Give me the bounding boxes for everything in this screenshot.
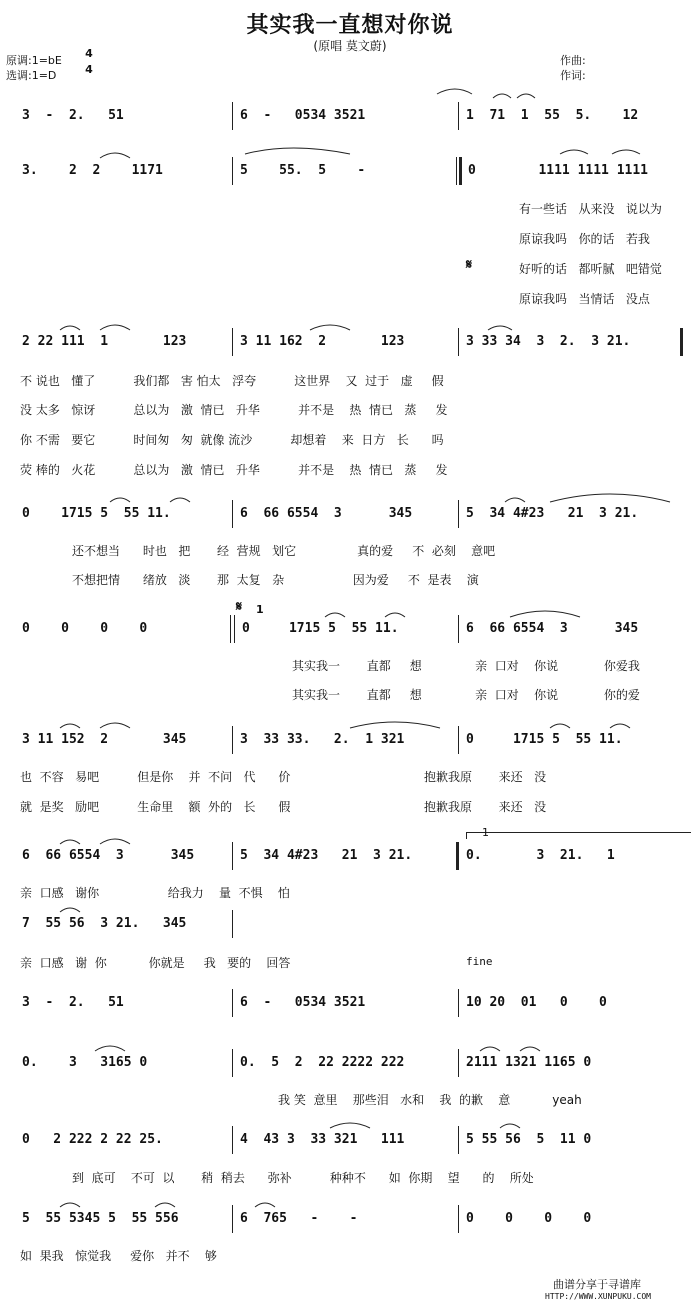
notation-row-12-measure-1: 5 55 5345 5 55 556 <box>22 1211 179 1226</box>
lyricist-label: 作词: <box>560 69 586 82</box>
fine-marking: fine <box>466 955 493 968</box>
original-key: 原调:1=bE <box>6 54 62 67</box>
notation-row-1-measure-2: 6 - 0534 3521 <box>240 108 366 123</box>
outro-lyric-1: 我 笑 意里 那些泪 水和 我 的歉 意 yeah <box>278 1093 582 1107</box>
notation-row-3-measure-1: 2 22 111 1 123 <box>22 334 187 349</box>
verse-lyric-top-3: 好听的话 都听腻 吧错觉 <box>519 262 662 276</box>
verse-lyric-top-2: 原谅我吗 你的话 若我 <box>519 232 650 246</box>
footer-site-text: 曲谱分享于寻谱库 <box>553 1278 641 1291</box>
notation-row-6-measure-3: 0 1715 5 55 11. <box>466 732 623 747</box>
chorus-lyric-d1: 亲 口感 谢 你 你就是 我 要的 回答 <box>20 956 291 970</box>
verse-lyric-1: 不 说也 懂了 我们都 害 怕太 浮夸 这世界 又 过于 虚 假 <box>20 374 444 388</box>
chorus-lyric-b2: 就 是奖 励吧 生命里 额 外的 长 假 抱歉我原 来还 没 <box>20 800 547 814</box>
verse-lyric-3: 你 不需 要它 时间匆 匆 就像 流沙 却想着 来 日方 长 吗 <box>20 433 444 447</box>
verse-lyric-top-1: 有一些话 从来没 说以为 <box>519 202 662 216</box>
notation-row-10-measure-1: 0. 3 3165 0 <box>22 1055 148 1070</box>
notation-row-7-measure-2: 5 34 4#23 21 3 21. <box>240 848 413 863</box>
notation-row-6-measure-2: 3 33 33. 2. 1 321 <box>240 732 405 747</box>
song-title: 其实我一直想对你说 <box>246 13 454 38</box>
composer-label: 作曲: <box>560 54 586 67</box>
notation-row-3-measure-3: 3 33 34 3 2. 3 21. <box>466 334 631 349</box>
bridge-lyric-1: 还不想当 时也 把 经 营规 划它 真的爱 不 必刻 意吧 <box>72 544 496 558</box>
notation-row-4-measure-3: 5 34 4#23 21 3 21. <box>466 506 639 521</box>
notation-row-10-measure-2: 0. 5 2 22 2222 222 <box>240 1055 405 1070</box>
volta-number: 1 <box>482 826 489 839</box>
notation-row-11-measure-2: 4 43 3 33 321 111 <box>240 1132 405 1147</box>
notation-row-6-measure-1: 3 11 152 2 345 <box>22 732 187 747</box>
verse-lyric-2: 没 太多 惊讶 总以为 激 情已 升华 并不是 热 情已 蒸 发 <box>20 403 448 417</box>
time-sig-bottom: 4 <box>85 63 93 76</box>
segno-icon: 𝄋 <box>236 600 243 615</box>
segno-icon: 𝄋 <box>466 258 473 273</box>
selected-key: 选调:1=D <box>6 69 57 82</box>
notation-row-7-measure-3: 0. 3 21. 1 <box>466 848 615 863</box>
chorus-lyric-a1: 其实我一 直都 想 亲 口对 你说 你爱我 <box>292 659 640 673</box>
notation-row-10-measure-3: 2111 1321 1165 0 <box>466 1055 592 1070</box>
notation-row-1-measure-1: 3 - 2. 51 <box>22 108 124 123</box>
outro-lyric-2: 到 底可 不可 以 稍 稍去 弥补 种种不 如 你期 望 的 所处 <box>72 1171 534 1185</box>
bridge-lyric-2: 不想把情 绪放 淡 那 太复 杂 因为爱 不 是表 演 <box>72 573 479 587</box>
song-subtitle: (原唱 莫文蔚) <box>313 39 387 53</box>
chorus-lyric-a2: 其实我一 直都 想 亲 口对 你说 你的爱 <box>292 688 640 702</box>
notation-row-5-measure-2: 0 1715 5 55 11. <box>242 621 399 636</box>
footer-url[interactable]: HTTP://WWW.XUNPUKU.COM <box>545 1292 651 1301</box>
notation-row-2-measure-1: 3. 2 2 1171 <box>22 163 163 178</box>
notation-row-4-measure-1: 0 1715 5 55 11. <box>22 506 171 521</box>
notation-row-1-measure-3: 1 71 1 55 5. 12 <box>466 108 639 123</box>
time-sig-top: 4 <box>85 47 93 60</box>
notation-row-2-measure-2: 5 55. 5 - <box>240 163 366 178</box>
notation-row-11-measure-1: 0 2 222 2 22 25. <box>22 1132 163 1147</box>
notation-row-2-measure-3: 0 1111 1111 1111 <box>468 163 649 178</box>
verse-lyric-4: 荧 棒的 火花 总以为 激 情已 升华 并不是 热 情已 蒸 发 <box>20 463 448 477</box>
segno-number: 1 <box>256 603 264 616</box>
notation-row-9-measure-1: 3 - 2. 51 <box>22 995 124 1010</box>
notation-row-12-measure-2: 6 765 - - <box>240 1211 358 1226</box>
outro-lyric-3: 如 果我 惊觉我 爱你 并不 够 <box>20 1249 217 1263</box>
notation-row-7-measure-1: 6 66 6554 3 345 <box>22 848 195 863</box>
notation-row-5-measure-3: 6 66 6554 3 345 <box>466 621 639 636</box>
notation-row-9-measure-2: 6 - 0534 3521 <box>240 995 366 1010</box>
chorus-lyric-b1: 也 不容 易吧 但是你 并 不问 代 价 抱歉我原 来还 没 <box>20 770 547 784</box>
notation-row-4-measure-2: 6 66 6554 3 345 <box>240 506 413 521</box>
notation-row-8-measure-1: 7 55 56 3 21. 345 <box>22 916 187 931</box>
chorus-lyric-c1: 亲 口感 谢你 给我力 量 不惧 怕 <box>20 886 290 900</box>
notation-row-9-measure-3: 10 20 01 0 0 <box>466 995 607 1010</box>
notation-row-3-measure-2: 3 11 162 2 123 <box>240 334 405 349</box>
notation-row-11-measure-3: 5 55 56 5 11 0 <box>466 1132 592 1147</box>
verse-lyric-top-4: 原谅我吗 当情话 没点 <box>519 292 650 306</box>
notation-row-12-measure-3: 0 0 0 0 <box>466 1211 592 1226</box>
notation-row-5-measure-1: 0 0 0 0 <box>22 621 148 636</box>
